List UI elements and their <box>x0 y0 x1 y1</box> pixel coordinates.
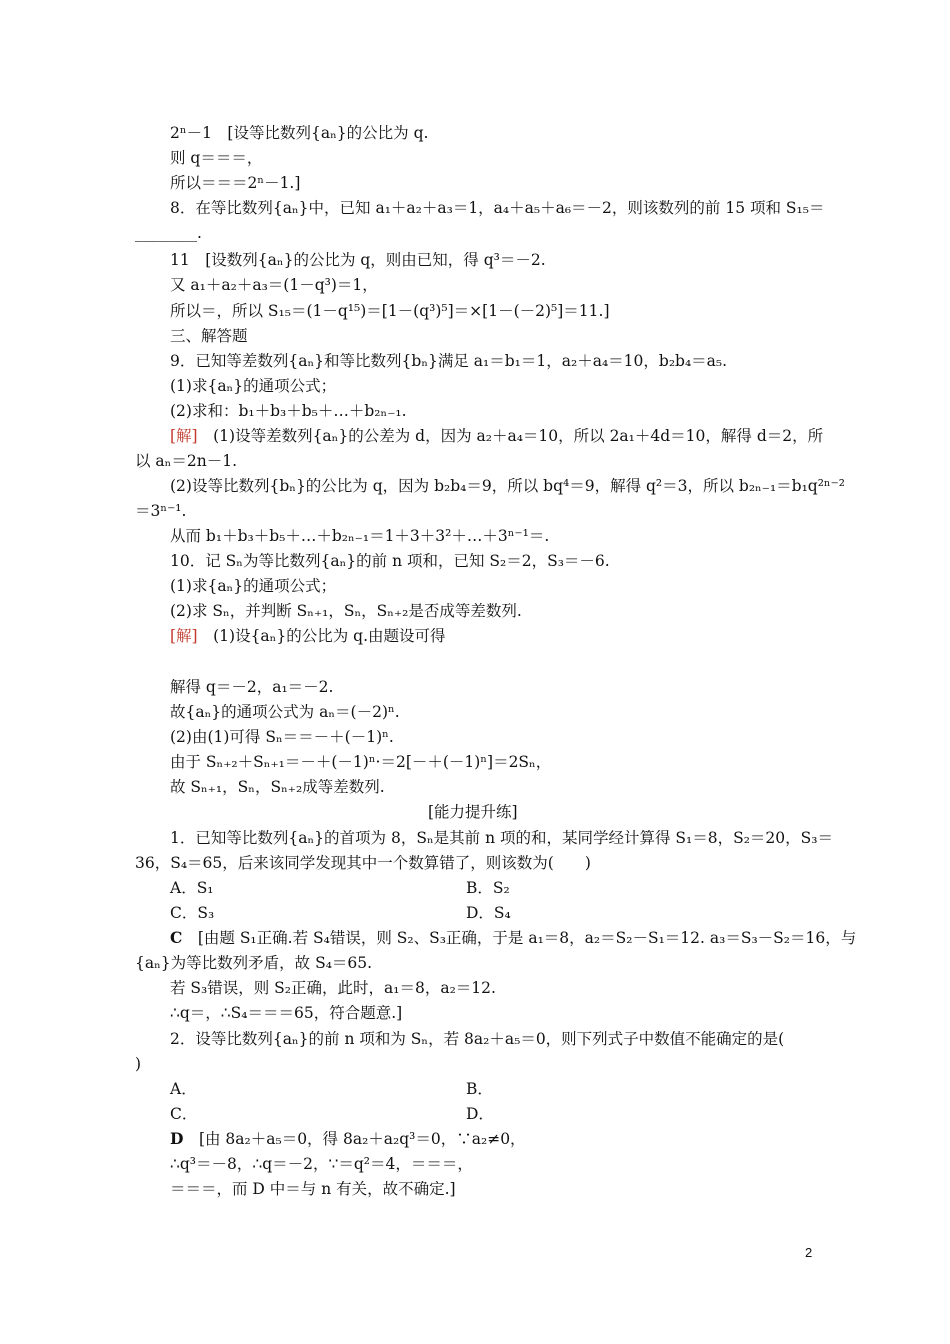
answer-text: [由 8a₂＋a₅＝0，得 8a₂＋a₂q³＝0，∵a₂≠0， <box>183 1130 526 1148</box>
text-line: 若 S₃错误，则 S₂正确，此时，a₁＝8，a₂＝12. <box>170 979 496 997</box>
page-number: 2 <box>805 1245 813 1260</box>
question-1: 1．已知等比数列{aₙ}的首项为 8，Sₙ是其前 n 项的和，某同学经计算得 S₁＝8，S₂＝20，S₃＝ <box>170 829 833 847</box>
solution-text: (1)设{aₙ}的公比为 q.由题设可得 <box>197 627 446 645</box>
text-line: (2)设等比数列{bₙ}的公比为 q，因为 b₂b₄＝9，所以 bq⁴＝9，解得 q²＝3，所以 b₂ₙ₋₁＝b₁q²ⁿ⁻² <box>170 477 846 495</box>
text-line: 所以＝，所以 S₁₅＝(1－q¹⁵)＝[1－(q³)⁵]＝×[1－(－2)⁵]＝11.] <box>170 302 610 320</box>
text-line: ) <box>135 1055 142 1073</box>
question-10: 10．记 Sₙ为等比数列{aₙ}的前 n 项和，已知 S₂＝2，S₃＝－6. <box>170 552 610 570</box>
section-heading: [能力提升练] <box>428 803 518 821</box>
text-line: (2)求和：b₁＋b₃＋b₅＋…＋b₂ₙ₋₁. <box>170 402 407 420</box>
text-line: 又 a₁＋a₂＋a₃＝(1－q³)＝1， <box>170 276 378 294</box>
option-c: C．S₃ <box>170 904 215 922</box>
text-line: 所以＝＝＝2ⁿ－1.] <box>170 174 301 192</box>
text-line: (1)求{aₙ}的通项公式； <box>170 377 337 395</box>
solution-tag: [解] <box>170 627 198 645</box>
solution-line <box>170 626 446 646</box>
text-line: 则 q＝＝＝， <box>170 149 263 167</box>
text-line: ∴q＝，∴S₄＝＝＝65，符合题意.] <box>170 1004 403 1022</box>
text-line: 故 Sₙ₊₁，Sₙ，Sₙ₊₂成等差数列. <box>170 778 385 796</box>
text-line: 36，S₄＝65，后来该同学发现其中一个数算错了，则该数为( ) <box>135 854 591 872</box>
text-line: 2ⁿ－1 [设等比数列{aₙ}的公比为 q. <box>170 124 429 142</box>
option-a: A．S₁ <box>170 879 214 897</box>
text-line: 11 [设数列{aₙ}的公比为 q，则由已知，得 q³＝－2. <box>170 251 546 269</box>
question-2: 2．设等比数列{aₙ}的前 n 项和为 Sₙ，若 8a₂＋a₅＝0，则下列式子中数值不能确定的是( <box>170 1030 785 1048</box>
question-9: 9．已知等差数列{aₙ}和等比数列{bₙ}满足 a₁＝b₁＝1，a₂＋a₄＝10，b₂b₄＝a₅. <box>170 352 728 370</box>
option-d: D． <box>466 1105 494 1123</box>
text-line: ∴q³＝－8，∴q＝－2，∵＝q²＝4，＝＝＝， <box>170 1155 473 1173</box>
text-line: 从而 b₁＋b₃＋b₅＋…＋b₂ₙ₋₁＝1＋3＋3²＋…＋3ⁿ⁻¹＝. <box>170 527 550 545</box>
solution-tag: [解] <box>170 427 198 445</box>
option-d: D．S₄ <box>466 904 511 922</box>
option-b: B．S₂ <box>466 879 510 897</box>
text-line: (2)由(1)可得 Sₙ＝＝－＋(－1)ⁿ. <box>170 728 394 746</box>
answer-blank: ________. <box>135 224 202 242</box>
question-8: 8．在等比数列{aₙ}中，已知 a₁＋a₂＋a₃＝1，a₄＋a₅＋a₆＝－2，则该数列的前 15 项和 S₁₅＝ <box>170 199 825 217</box>
text-line: 解得 q＝－2，a₁＝－2. <box>170 678 334 696</box>
section-heading: 三、解答题 <box>170 327 248 345</box>
answer-line <box>170 1129 526 1149</box>
text-line: ＝＝＝，而 D 中＝与 n 有关，故不确定.] <box>170 1180 456 1198</box>
text-line: 故{aₙ}的通项公式为 aₙ＝(－2)ⁿ. <box>170 703 400 721</box>
text-line: {aₙ}为等比数列矛盾，故 S₄＝65. <box>135 954 373 972</box>
answer-letter: C <box>170 928 183 947</box>
text-line: 以 aₙ＝2n－1. <box>135 452 238 470</box>
answer-line <box>170 928 856 948</box>
solution-line <box>170 426 823 446</box>
text-line: ＝3ⁿ⁻¹. <box>135 502 187 520</box>
text-line: (2)求 Sₙ，并判断 Sₙ₊₁，Sₙ，Sₙ₊₂是否成等差数列. <box>170 602 522 620</box>
answer-text: [由题 S₁正确.若 S₄错误，则 S₂、S₃正确，于是 a₁＝8，a₂＝S₂－S₁＝12. a₃＝S₃－S₂＝16，与 <box>182 929 857 947</box>
text-line: (1)求{aₙ}的通项公式； <box>170 577 337 595</box>
answer-letter: D <box>170 1129 184 1148</box>
option-a: A． <box>170 1080 197 1098</box>
solution-text: (1)设等差数列{aₙ}的公差为 d，因为 a₂＋a₄＝10，所以 2a₁＋4d＝10，解得 d＝2，所 <box>197 427 824 445</box>
option-c: C． <box>170 1105 198 1123</box>
text-line: 由于 Sₙ₊₂＋Sₙ₊₁＝－＋(－1)ⁿ·＝2[－＋(－1)ⁿ]＝2Sₙ， <box>170 753 552 771</box>
option-b: B． <box>466 1080 493 1098</box>
